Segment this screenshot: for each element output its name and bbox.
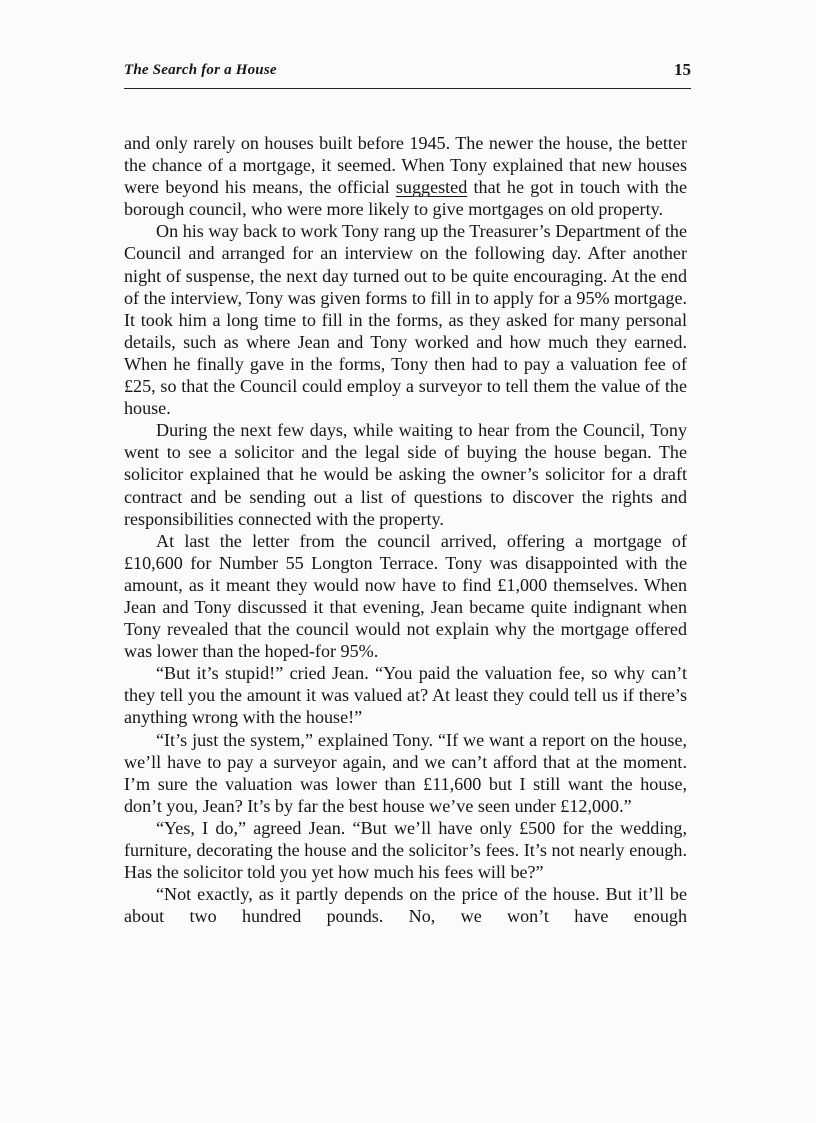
paragraph-3: During the next few days, while waiting to hear from the Council, Tony went to see a solicitor and the legal side of buying the house began. The solicitor explained that he would be asking the owner’s solicitor for a draft contract and be sending out a list of questions to discover the rights and responsibilities connected with the property.: [124, 420, 687, 529]
page-number: 15: [674, 60, 691, 79]
underlined-word: suggested: [395, 177, 468, 198]
paragraph-1: [124, 132, 687, 220]
header-rule: [124, 88, 691, 89]
running-title: The Search for a House: [124, 62, 277, 78]
paragraph-1-text-start: and only rarely on houses built before 1945. The newer the house, the better the chance of a mortgage, it seemed. When Tony explained that new houses were beyond his means, the official: [124, 133, 687, 198]
paragraph-2: On his way back to work Tony rang up the Treasurer’s Department of the Council and arranged for an interview on the following day. After another night of suspense, the next day turned out to be quite encouraging. At the end of the interview, Tony was given forms to fill in to apply for a 95% mortgage. It took him a long time to fill in the forms, as they asked for many personal details, such as where Jean and Tony worked and how much they earned. When he finally gave in the forms, Tony then had to pay a valuation fee of £25, so that the Council could employ a surveyor to tell them the value of the house.: [124, 221, 687, 419]
paragraph-6: “It’s just the system,” explained Tony. “If we want a report on the house, we’ll have to pay a surveyor again, and we can’t afford that at the moment. I’m sure the valuation was lower than £11,600 but I still want the house, don’t you, Jean? It’s by far the best house we’ve seen under £12,000.”: [124, 729, 687, 816]
paragraph-8: “Not exactly, as it partly depends on the price of the house. But it’ll be about two hundred pounds. No, we won’t have enough: [124, 884, 687, 927]
paragraph-5: “But it’s stupid!” cried Jean. “You paid the valuation fee, so why can’t they tell you the amount it was valued at? At least they could tell us if there’s anything wrong with the house!”: [124, 663, 687, 728]
paragraph-4: At last the letter from the council arrived, offering a mortgage of £10,600 for Number 55 Longton Terrace. Tony was disappointed with the amount, as it meant they would now have to find £1,000 themselves. When Jean and Tony discussed it that evening, Jean became quite indignant when Tony revealed that the council would not explain why the mortgage offered was lower than the hoped-for 95%.: [124, 530, 687, 662]
running-head: [124, 60, 691, 82]
paragraph-1-text-end: that he got in touch with the borough council, who were more likely to give mortgages on old property.: [124, 177, 687, 220]
paragraph-7: “Yes, I do,” agreed Jean. “But we’ll have only £500 for the wedding, furniture, decorating the house and the solicitor’s fees. It’s not nearly enough. Has the solicitor told you yet how much his fees will be?”: [124, 817, 687, 883]
body-text: [124, 132, 687, 927]
